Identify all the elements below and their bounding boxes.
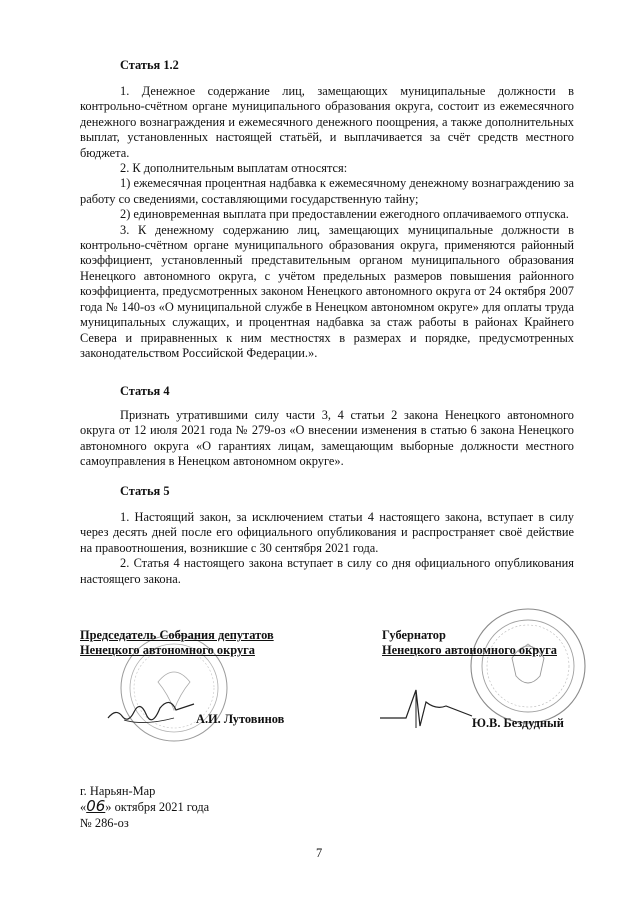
- article-5-body: [80, 510, 574, 587]
- article-4-body: [80, 408, 574, 470]
- signature-block-left: [80, 628, 340, 659]
- signature-block-right: [382, 628, 582, 659]
- signature-left-icon: [104, 690, 200, 730]
- article-1-2-body: [80, 84, 574, 361]
- date-open-quote: «: [80, 800, 87, 815]
- seal-right-icon: [468, 606, 588, 726]
- place-and-date: [80, 784, 209, 831]
- article-1-2-paragraph-4: 2) единовременная выплата при предоставлении ежегодного оплачиваемого отпуска.: [120, 207, 569, 222]
- article-1-2-paragraph-5: 3. К денежному содержанию лиц, замещающих муниципальные должности в контрольно-счётном органе муниципального образования округа, применяются районный коэффициент, установленный представительным органом муниципального образования Ненецкого автономного округа, с учётом предельных размеров повышения районного коэффициента, предусмотренных законом Ненецкого автономного округа от 24 октября 2007 года № 140-оз «О муниципальной службе в Ненецком автономном округе» для оплаты труда муниципальных служащих, и процентная надбавка за стаж работы в районах Крайнего Севера и приравненных к ним местностях в размерах и порядке, предусмотренных законодательством Российской Федерации.».: [80, 222, 574, 360]
- article-4-paragraph-1: Признать утратившими силу части 3, 4 статьи 2 закона Ненецкого автономного округа от 12 июля 2021 года № 279-оз «О внесении изменения в статью 6 закона Ненецкого автономного округа «О гарантиях лицам, замещающим выборные должности местного самоуправления в Ненецком автономном округе».: [80, 408, 574, 469]
- article-1-2-paragraph-2: 2. К дополнительным выплатам относятся:: [120, 161, 348, 176]
- right-signatory-name: Ю.В. Бездудный: [472, 716, 564, 730]
- date-day: 06: [86, 797, 106, 816]
- place-name: г. Нарьян-Мар: [80, 784, 156, 798]
- left-signatory-name: А.И. Лутовинов: [196, 712, 285, 726]
- left-signatory-title-line-2: Ненецкого автономного округа: [80, 643, 255, 658]
- left-signatory-title-line-1: Председатель Собрания депутатов: [80, 628, 274, 642]
- article-5-title: Статья 5: [120, 484, 170, 498]
- article-5-paragraph-1: 1. Настоящий закон, за исключением статьи 4 настоящего закона, вступает в силу через десять дней после его официального опубликования и распространяет своё действие на правоотношения, возникшие с 30 сентября 2021 года.: [80, 510, 574, 555]
- signature-right-icon: [376, 682, 476, 732]
- date-month-year: » октября 2021 года: [105, 800, 210, 815]
- article-1-2-title: Статья 1.2: [120, 58, 179, 72]
- law-number: № 286-оз: [80, 815, 129, 830]
- article-4-title: Статья 4: [120, 384, 170, 398]
- article-1-2-paragraph-3: 1) ежемесячная процентная надбавка к ежемесячному денежному вознаграждению за работу со сведениями, составляющими государственную тайну;: [80, 176, 574, 206]
- right-signatory-title-line-1: Губернатор: [382, 628, 446, 642]
- page-number: 7: [316, 846, 323, 860]
- right-signatory-title-line-2: Ненецкого автономного округа: [382, 643, 557, 658]
- article-1-2-paragraph-1: 1. Денежное содержание лиц, замещающих муниципальные должности в контрольно-счётном органе муниципального образования округа, состоит из ежемесячного денежного вознаграждения и ежемесячного денежного поощрения, а также дополнительных выплат, установленных настоящей статьёй, и выплачивается за счёт средств местного бюджета.: [80, 84, 574, 160]
- date-line: [80, 799, 209, 815]
- article-5-paragraph-2: 2. Статья 4 настоящего закона вступает в силу со дня официального опубликования настоящего закона.: [80, 556, 574, 586]
